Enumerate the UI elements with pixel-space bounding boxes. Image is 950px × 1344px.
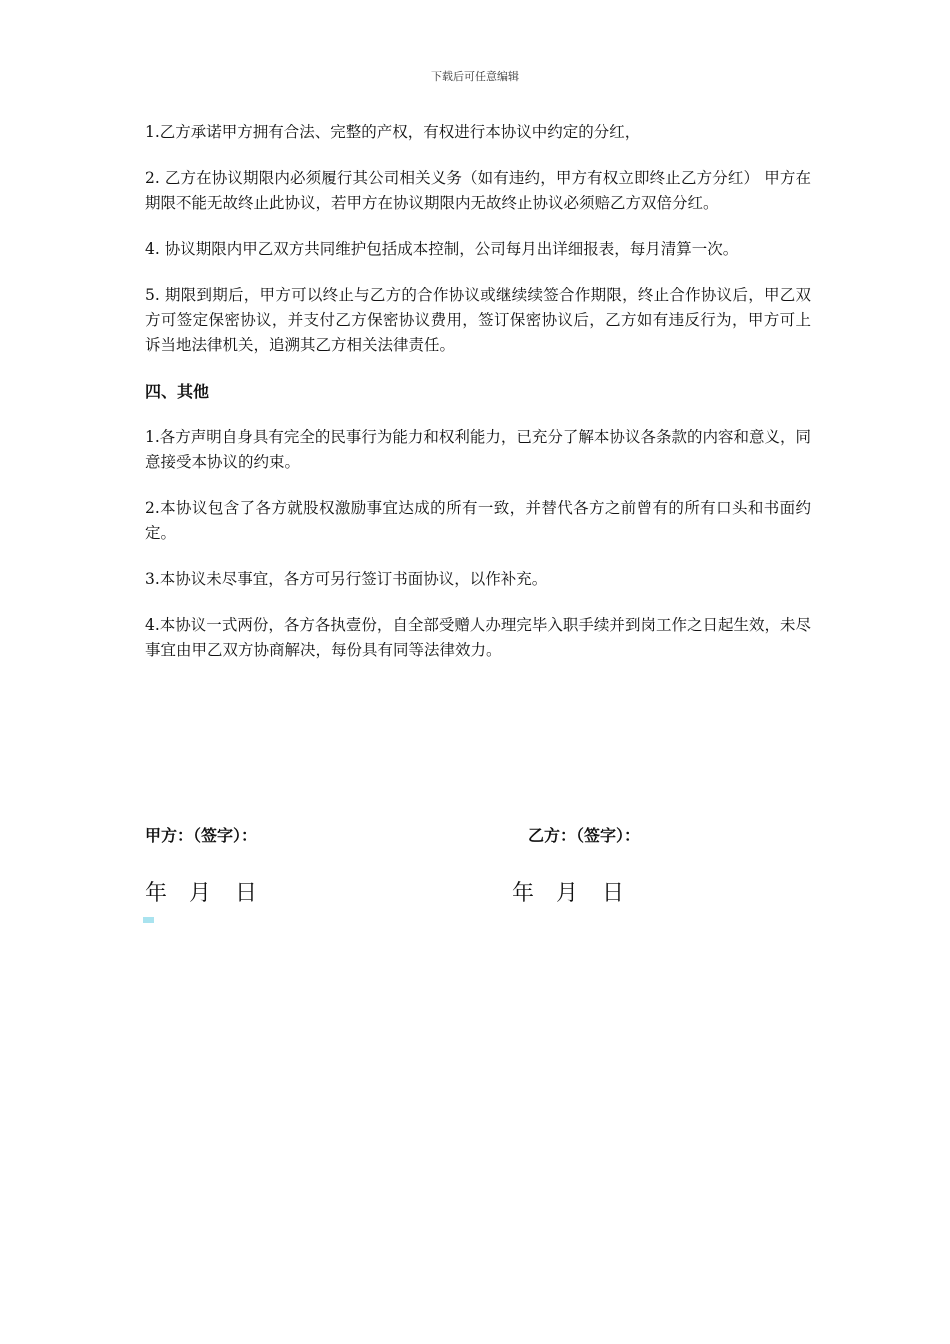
month-label: 月 — [189, 881, 212, 906]
text-cursor-marker — [143, 917, 154, 923]
clause-paragraph: 1.乙方承诺甲方拥有合法、完整的产权，有权进行本协议中约定的分红， — [145, 123, 641, 141]
party-b-date-line — [512, 879, 624, 909]
party-b-signature-label: 乙方：（签字）： — [528, 826, 641, 845]
year-label: 年 — [145, 881, 168, 906]
page-header-note: 下载后可任意编辑 — [431, 70, 519, 83]
section-item: 1.各方声明自身具有完全的民事行为能力和权利能力，已充分了解本协议各条款的内容和意义，同意接受本协议的约束。 — [145, 428, 811, 471]
section-item: 2.本协议包含了各方就股权激励事宜达成的所有一致，并替代各方之前曾有的所有口头和书面约定。 — [145, 499, 811, 542]
day-label: 日 — [602, 881, 625, 906]
section-item: 3.本协议未尽事宜，各方可另行签订书面协议，以作补充。 — [145, 570, 548, 588]
day-label: 日 — [235, 881, 258, 906]
party-a-signature-label: 甲方：（签字）： — [145, 826, 258, 845]
year-label: 年 — [512, 881, 535, 906]
clause-paragraph: 2. 乙方在协议期限内必须履行其公司相关义务（如有违约，甲方有权立即终止乙方分红） 甲方在期限不能无故终止此协议，若甲方在协议期限内无故终止协议必须赔乙方双倍分红。 — [145, 169, 811, 212]
section-heading: 四、其他 — [145, 382, 210, 401]
clause-paragraph: 5. 期限到期后，甲方可以终止与乙方的合作协议或继续续签合作期限，终止合作协议后，甲乙双方可签定保密协议，并支付乙方保密协议费用，签订保密协议后，乙方如有违反行为，甲方可上诉当地法律机关，追溯其乙方相关法律责任。 — [145, 286, 811, 354]
clause-paragraph: 4. 协议期限内甲乙双方共同维护包括成本控制，公司每月出详细报表，每月清算一次。 — [145, 240, 739, 258]
party-a-date-line — [145, 879, 257, 909]
document-body — [145, 120, 811, 684]
month-label: 月 — [556, 881, 579, 906]
section-item: 4.本协议一式两份，各方各执壹份，自全部受赠人办理完毕入职手续并到岗工作之日起生效，未尽事宜由甲乙双方协商解决，每份具有同等法律效力。 — [145, 616, 811, 659]
